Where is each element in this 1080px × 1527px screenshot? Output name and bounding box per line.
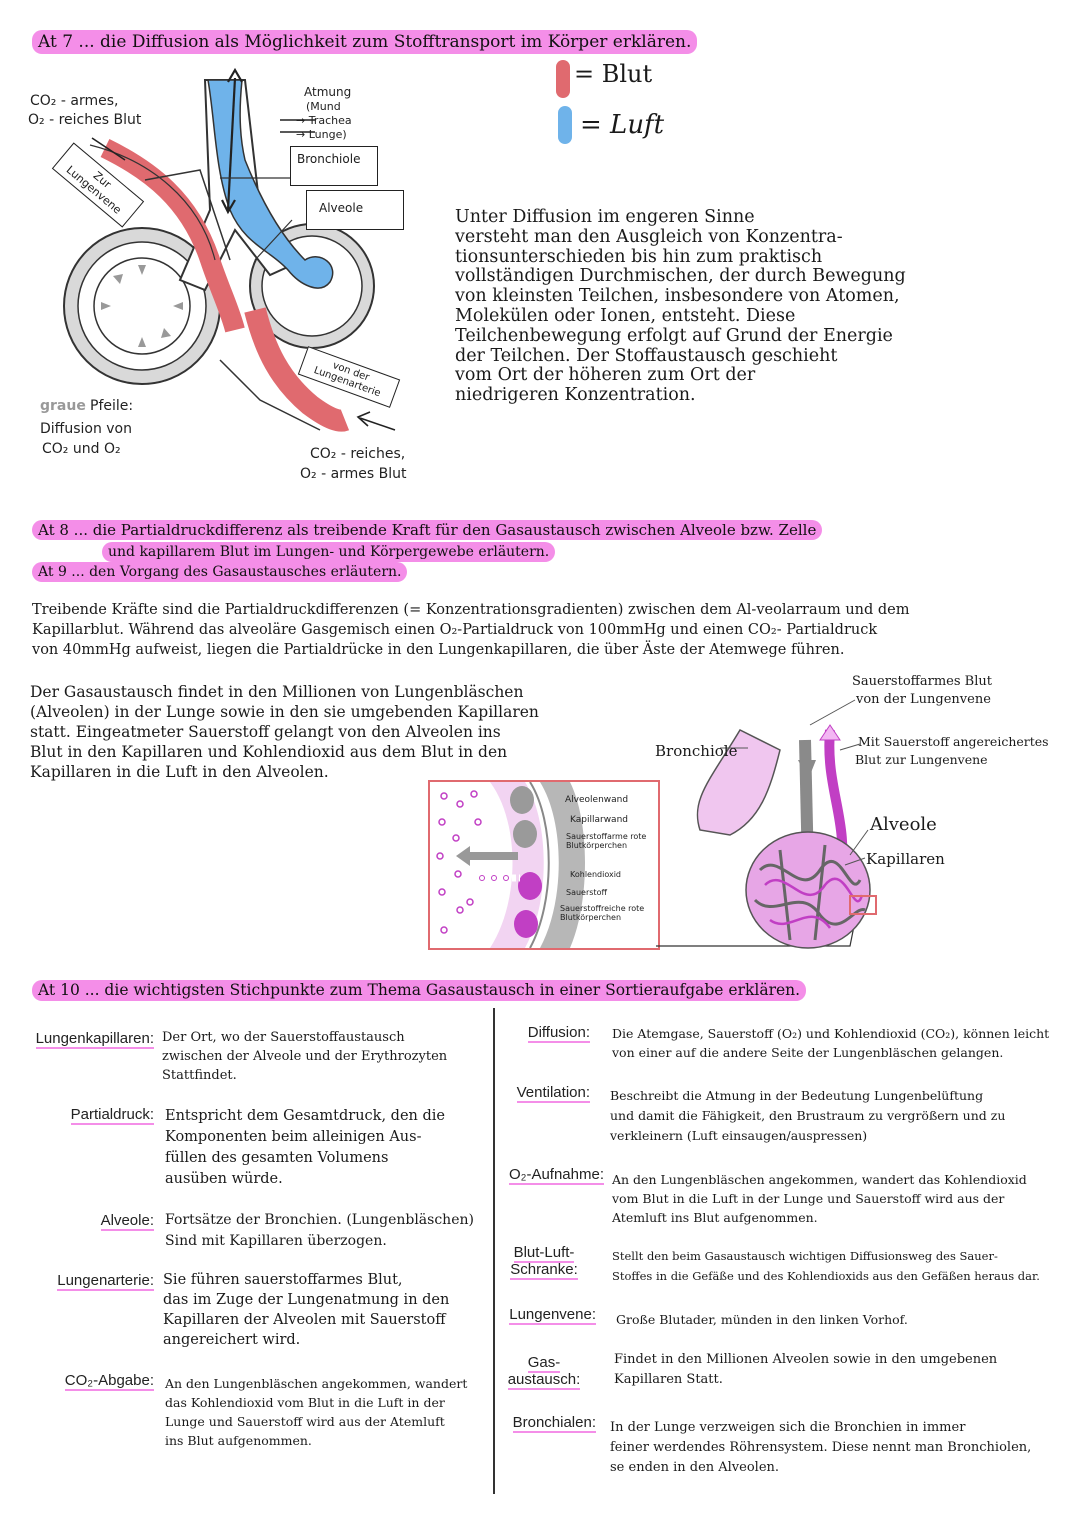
glossary-term-lungenarterie: Lungenarterie: xyxy=(57,1272,154,1289)
glossary-def-lungenkapillaren: Der Ort, wo der Sauerstoffaustausch zwischen der Alveole und der Erythrozyten Stattfindet. xyxy=(162,1030,448,1083)
heading-at10: At 10 ... die wichtigsten Stichpunkte zum Thema Gasaustausch in einer Sortieraufgabe erklären. xyxy=(32,980,806,1001)
label-sauerstoffarmes-blut: Sauerstoffarmes Blut xyxy=(852,674,992,689)
def-line: niedrigeren Konzentration. xyxy=(455,385,696,406)
gasaustausch-paragraph xyxy=(30,682,650,782)
partial-pressure-paragraph xyxy=(32,600,1062,660)
gas-line: Blut in den Kapillaren und Kohlendioxid aus dem Blut in den xyxy=(30,743,508,761)
def-line: Unter Diffusion im engeren Sinne xyxy=(455,207,755,227)
def-line: versteht man den Ausgleich von Konzentra- xyxy=(455,226,843,247)
glossary-term-lungenvene: Lungenvene: xyxy=(509,1306,596,1323)
glossary-term-bronchialen: Bronchialen: xyxy=(512,1414,596,1431)
glossary-def-bronchialen: In der Lunge verzweigen sich die Bronchien in immer feiner werdendes Röhrensystem. Diese nennt man Bronchiolen, se enden in den Alveolen. xyxy=(610,1420,1032,1475)
label-blut-zur-lungenvene: Blut zur Lungenvene xyxy=(855,752,988,767)
glossary-def-partialdruck: Entspricht dem Gesamtdruck, den die Komponenten beim alleinigen Aus- füllen des gesamten Volumens ausüben würde. xyxy=(165,1108,445,1187)
partial-line: Kapillarblut. Während das alveoläre Gasgemisch einen O₂-Partialdruck von 100mmHg und einen CO₂- Partialdruck xyxy=(32,622,878,638)
def-line: vom Ort der höheren zum Ort der xyxy=(455,365,756,386)
legend-blood-swatch xyxy=(556,60,570,98)
glossary-def-lungenvene: Große Blutader, münden in den linken Vorhof. xyxy=(616,1312,908,1327)
label-bronchiole-right: Bronchiole xyxy=(655,742,738,760)
partial-line: Treibende Kräfte sind die Partialdruckdifferenzen (= Konzentrationsgradienten) zwischen dem Al-veolarraum und dem xyxy=(32,602,910,618)
box-bronchiole: Bronchiole xyxy=(290,146,378,186)
label-von-der-lungenvene: von der Lungenvene xyxy=(856,692,991,707)
glossary-def-lungenarterie: Sie führen sauerstoffarmes Blut, das im Zuge der Lungenatmung in den Kapillaren der Alveolen mit Sauerstoff angereichert wird. xyxy=(163,1272,450,1348)
gas-line: (Alveolen) in der Lunge sowie in den sie umgebenden Kapillaren xyxy=(30,703,539,721)
legend-luft-label: = Luft xyxy=(580,110,665,140)
glossary-def-co2-abgabe: An den Lungenbläschen angekommen, wandert das Kohlendioxid vom Blut in die Luft in der Lunge und Sauerstoff wird aus der Atemluft ins Blut aufgenommen. xyxy=(165,1376,468,1448)
legend-air-swatch xyxy=(558,106,572,144)
label-mit-sauerstoff: Mit Sauerstoff angereichertes xyxy=(858,734,1049,749)
label-mund: (Mund xyxy=(306,100,341,113)
def-line: vollständigen Durchmischen, der durch Bewegung xyxy=(455,266,906,287)
label-alveole-right: Alveole xyxy=(870,814,937,835)
zoom-label-kohlendioxid: Kohlendioxid xyxy=(570,870,622,879)
zoom-label-kapillarwand: Kapillarwand xyxy=(570,815,628,825)
partial-line: von 40mmHg aufweist, liegen die Partialdrücke in den Lungenkapillaren, die über Äste der Atemwege führen. xyxy=(32,642,845,658)
label-co2-und-o2: CO₂ und O₂ xyxy=(42,441,121,457)
label-co2-armes: CO₂ - armes, xyxy=(30,93,119,109)
label-atmung: Atmung xyxy=(304,85,352,99)
glossary-def-blut-luft-schranke: Stellt den beim Gasaustausch wichtigen Diffusionsweg des Sauer- Stoffes in die Gefäße und des Kohlendioxids aus den Gefäßen heraus dar. xyxy=(612,1249,1040,1283)
heading-at8-line1: At 8 ... die Partialdruckdifferenz als treibende Kraft für den Gasaustausch zwischen Alveole bzw. Zelle xyxy=(32,520,822,540)
label-lunge: → Lunge) xyxy=(296,128,347,141)
heading-at9: At 9 ... den Vorgang des Gasaustausches erläutern. xyxy=(32,562,407,582)
glossary-term-gasaustausch: Gas- austausch: xyxy=(507,1354,581,1388)
box-von-der-lungenarterie: von der Lungenarterie xyxy=(298,346,400,408)
glossary-term-ventilation: Ventilation: xyxy=(516,1084,590,1101)
glossary-def-ventilation: Beschreibt die Atmung in der Bedeutung Lungenbelüftung und damit die Fähigkeit, den Brustraum zu vergrößern und zu verkleinern (Luft einsaugen/auspressen) xyxy=(610,1088,1006,1143)
glossary-term-partialdruck: Partialdruck: xyxy=(70,1106,154,1123)
glossary-term-alveole: Alveole: xyxy=(100,1212,154,1229)
glossary-term-co2-abgabe: CO₂-Abgabe: xyxy=(64,1372,154,1389)
definition-diffusion xyxy=(455,208,975,406)
label-trachea: → Trachea xyxy=(296,114,352,127)
gas-line: Der Gasaustausch findet in den Millionen von Lungenbläschen xyxy=(30,683,524,701)
glossary-divider xyxy=(493,1008,495,1494)
label-kapillaren-right: Kapillaren xyxy=(866,850,945,868)
glossary-def-diffusion: Die Atemgase, Sauerstoff (O₂) und Kohlendioxid (CO₂), können leicht von einer auf die andere Seite der Lungenbläschen gelangen. xyxy=(612,1026,1050,1060)
label-graue: graue xyxy=(40,398,86,414)
label-o2-reiches: O₂ - reiches Blut xyxy=(28,112,142,128)
glossary-def-o2-aufnahme: An den Lungenbläschen angekommen, wandert das Kohlendioxid vom Blut in die Luft in der Lunge und Sauerstoff wird aus der Atemluft ins Blut aufgenommen. xyxy=(612,1172,1027,1225)
zoom-label-sauerstoffreiche: Sauerstoffreiche rote Blutkörperchen xyxy=(560,904,645,922)
glossary-def-alveole: Fortsätze der Bronchien. (Lungenbläschen) Sind mit Kapillaren überzogen. xyxy=(165,1212,474,1249)
glossary-term-diffusion: Diffusion: xyxy=(527,1024,590,1041)
label-zur-lungenvene: Zur Lungenvene xyxy=(52,142,144,227)
zoom-label-alveolenwand: Alveolenwand xyxy=(565,795,629,805)
label-co2-reiches: CO₂ - reiches, xyxy=(310,446,406,462)
def-line: Teilchenbewegung erfolgt auf Grund der Energie xyxy=(455,325,893,346)
glossary-term-lungenkapillaren: Lungenkapillaren: xyxy=(35,1030,154,1047)
def-line: von kleinsten Teilchen, insbesondere von Atomen, xyxy=(455,286,900,307)
legend-blut-label: = Blut xyxy=(574,60,653,88)
def-line: Molekülen oder Ionen, entsteht. Diese xyxy=(455,305,796,326)
glossary-term-o2-aufnahme: O₂-Aufnahme: xyxy=(508,1166,604,1183)
def-line: der Teilchen. Der Stoffaustausch geschieht xyxy=(455,345,838,366)
glossary-def-gasaustausch: Findet in den Millionen Alveolen sowie in den umgebenen Kapillaren Statt. xyxy=(614,1352,998,1387)
gas-line: Kapillaren in die Luft in den Alveolen. xyxy=(30,763,329,781)
heading-at7: At 7 ... die Diffusion als Möglichkeit zum Stofftransport im Körper erklären. xyxy=(32,30,697,54)
gas-line: statt. Eingeatmeter Sauerstoff gelangt von den Alveolen ins xyxy=(30,723,501,741)
label-pfeile: Pfeile: xyxy=(90,398,134,414)
label-diffusion-von: Diffusion von xyxy=(40,421,132,437)
heading-at8-line2: und kapillarem Blut im Lungen- und Körpergewebe erläutern. xyxy=(102,542,555,562)
zoom-label-sauerstoffarme: Sauerstoffarme rote Blutkörperchen xyxy=(566,832,647,850)
box-alveole: Alveole xyxy=(306,190,404,230)
label-o2-armes: O₂ - armes Blut xyxy=(300,466,407,482)
def-line: tionsunterschieden bis hin zum praktisch xyxy=(455,246,823,267)
glossary-term-blut-luft-schranke: Blut-Luft- Schranke: xyxy=(510,1244,578,1278)
alveole-cluster-illustration xyxy=(650,670,1070,970)
zoom-label-sauerstoff: Sauerstoff xyxy=(566,888,607,897)
